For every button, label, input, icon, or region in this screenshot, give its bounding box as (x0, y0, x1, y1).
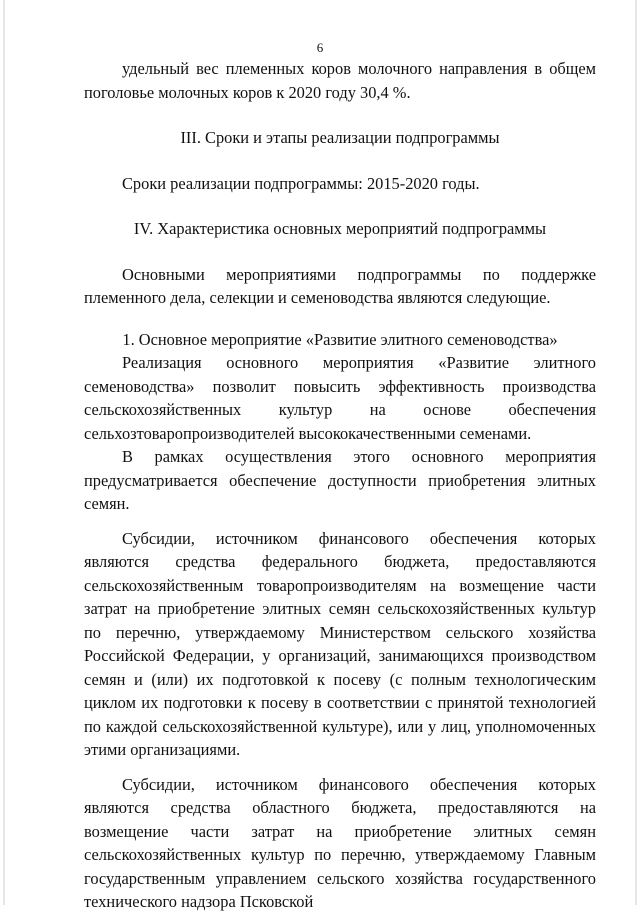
paragraph-implementation: Реализация основного мероприятия «Развитие элитного семеноводства» позволит повысить эффективность производства сельскохозяйственных культур на основе обеспечения сельхозтоваропроизводителей высококачественными семенами. (84, 353, 596, 443)
page-number: 6 (316, 40, 324, 55)
section-heading-terms: III. Сроки и этапы реализации подпрограммы (180, 128, 500, 147)
measure-heading-elite-seeds: 1. Основное мероприятие «Развитие элитного семеноводства» (122, 329, 558, 349)
paragraph-federal-subsidies: Субсидии, источником финансового обеспечения которых являются средства федерального бюджета, предоставляются сельскохозяйственным товаропроизводителям на возмещение части затрат на приобретение элитных семян сельскохозяйственных культур по перечню, утверждаемому Министерством сельского хозяйства Российской Федерации, у организаций, занимающихся производством семян и (или) их подготовкой к посеву (с полным технологическим циклом их подготовки к посеву в соответствии с принятой технологией по каждой сельскохозяйственной культуре), или у лиц, уполномоченных этими организациями. (84, 528, 596, 759)
section-heading-measures: IV. Характеристика основных мероприятий подпрограммы (133, 219, 547, 238)
scan-edge-left (3, 0, 5, 905)
paragraph-regional-subsidies: Субсидии, источником финансового обеспечения которых являются средства областного бюджета, предоставляются на возмещение части затрат на приобретение элитных семян сельскохозяйственных культур по перечню, утверждаемому Главным государственным управлением сельского хозяйства государственного технического надзора Псковской (84, 774, 596, 911)
paragraph-breeding-share: удельный вес племенных коров молочного направления в общем поголовье молочных коров к 2020 году 30,4 %. (84, 59, 596, 102)
paragraph-terms: Сроки реализации подпрограммы: 2015-2020 годы. (122, 173, 480, 193)
paragraph-main-measures: Основными мероприятиями подпрограммы по поддержке племенного дела, селекции и семеноводства являются следующие. (84, 264, 596, 307)
scan-edge-right (635, 0, 637, 905)
paragraph-availability: В рамках осуществления этого основного мероприятия предусматривается обеспечение доступности приобретения элитных семян. (84, 447, 596, 513)
document-body (84, 57, 596, 914)
